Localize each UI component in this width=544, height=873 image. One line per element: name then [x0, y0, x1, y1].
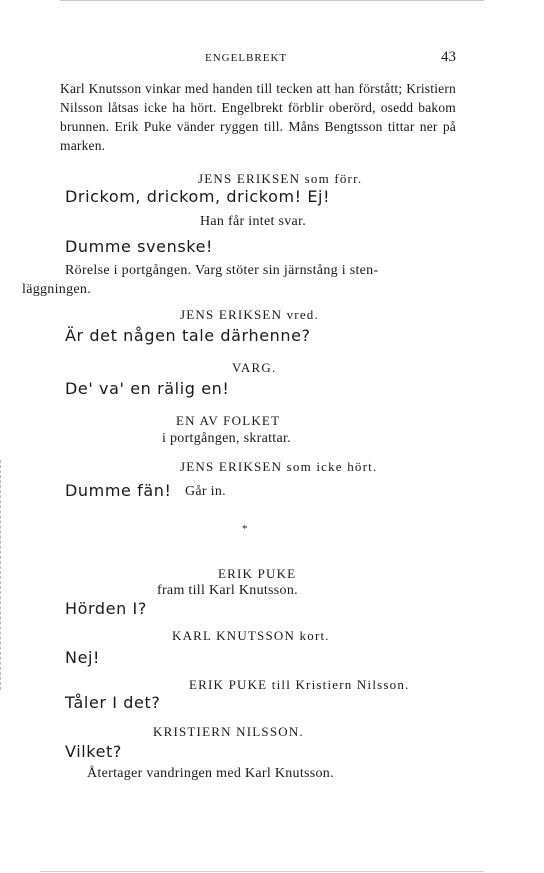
dialogue-taler: Tåler I det? [65, 693, 161, 712]
dialogue-tale: Är det någen tale därhenne? [65, 326, 311, 345]
stage-movement-2: läggningen. [22, 282, 92, 297]
dialogue-dumme-svenske: Dumme svenske! [65, 237, 214, 256]
speaker-erik-puke-1: ERIK PUKE [218, 566, 297, 581]
stage-no-answer: Han får intet svar. [200, 214, 306, 229]
dialogue-dumme-fan: Dumme fän! [65, 481, 172, 500]
dialogue-nej: Nej! [65, 648, 101, 667]
speaker-karl-knutsson: KARL KNUTSSON kort. [172, 628, 330, 643]
speaker-erik-puke-2: ERIK PUKE till Kristiern Nilsson. [189, 677, 410, 692]
speaker-jens-eriksen-2: JENS ERIKSEN vred. [180, 307, 319, 322]
dialogue-ralig: De' va' en rälig en! [65, 379, 230, 398]
speaker-varg: VARG. [232, 360, 277, 375]
scene-separator: * [242, 523, 248, 535]
stage-exits: Går in. [185, 484, 226, 499]
stage-movement-1: Rörelse i portgången. Varg stöter sin järnstång i sten- [65, 263, 379, 278]
opening-stage-direction: Karl Knutsson vinkar med handen till tecken att han förstått; Kristiern Nilsson låtsas icke ha hört. Engelbrekt förblir oberörd, osedd bakom brunnen. Erik Puke vänder ryggen till. Måns Bengtsson tittar ner på marken. [60, 81, 456, 153]
page-number: 43 [441, 49, 456, 65]
bottom-edge-rule [40, 871, 484, 872]
top-edge-rule [60, 0, 484, 1]
speaker-jens-eriksen-3: JENS ERIKSEN som icke hört. [180, 459, 378, 474]
speaker-kristiern-nilsson: KRISTIERN NILSSON. [153, 724, 304, 739]
left-margin-mark [0, 460, 4, 690]
dialogue-drickom: Drickom, drickom, drickom! Ej! [65, 187, 331, 206]
running-head: ENGELBREKT [205, 52, 288, 64]
speaker-jens-eriksen-1: JENS ERIKSEN som förr. [198, 171, 363, 186]
stage-erik-puke-approaches: fram till Karl Knutsson. [157, 583, 298, 598]
speaker-en-av-folket: EN AV FOLKET [176, 413, 281, 428]
stage-resumes-walking: Återtager vandringen med Karl Knutsson. [87, 766, 334, 781]
dialogue-horden: Hörden I? [65, 599, 147, 618]
dialogue-vilket: Vilket? [65, 742, 122, 761]
stage-laughs: i portgången, skrattar. [162, 431, 291, 446]
